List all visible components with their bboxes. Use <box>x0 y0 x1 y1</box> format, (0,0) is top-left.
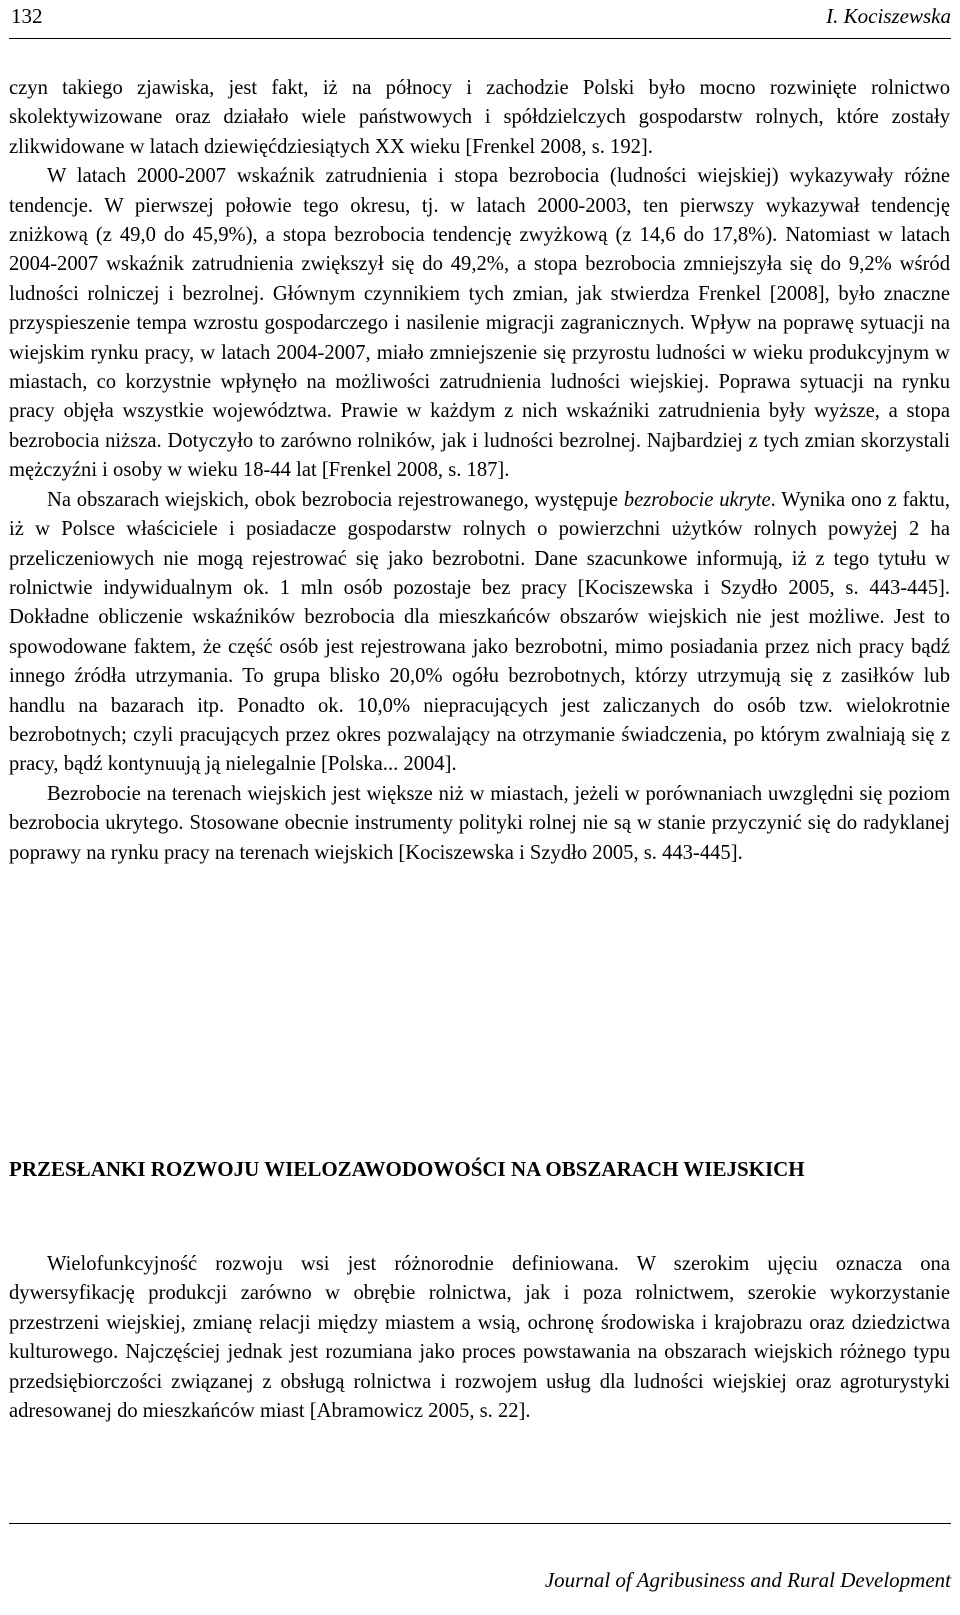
emphasized-term: bezrobocie ukryte <box>623 488 771 511</box>
page-number: 132 <box>11 4 43 28</box>
section-body <box>9 1250 950 1426</box>
section-heading: PRZESŁANKI ROZWOJU WIELOZAWODOWOŚCI NA OBSZARACH WIEJSKICH <box>9 1157 805 1181</box>
paragraph-multifunctionality: Wielofunkcyjność rozwoju wsi jest różnorodnie definiowana. W szerokim ujęciu oznacza ona dywersyfikację produkcji zarówno w obrębie rolnictwa, jak i poza rolnictwem, szerokie wykorzystanie przestrzeni wiejskiej, zmianę relacji między miastem a wsią, ochronę środowiska i krajobrazu oraz dziedzictwa kulturowego. Najczęściej jednak jest rozumiana jako proces powstawania na obszarach wiejskich różnego typu przedsiębiorczości związanej z obsługą rolnictwa i rozwojem usług dla ludności wiejskiej oraz agroturystyki adresowanej do mieszkańców miast [Abramowicz 2005, s. 22]. <box>9 1253 950 1423</box>
paragraph-continued: czyn takiego zjawiska, jest fakt, iż na północy i zachodzie Polski było mocno rozwinięte rolnictwo skolektywizowane oraz działało wiele państwowych i spółdzielczych gospodarstw rolnych, które zostały zlikwidowane w latach dziewięćdziesiątych XX wieku [Frenkel 2008, s. 192]. <box>9 77 950 158</box>
page-header <box>9 0 951 39</box>
body-text <box>9 74 950 868</box>
journal-name: Journal of Agribusiness and Rural Development <box>544 1568 951 1592</box>
paragraph-employment-trends: W latach 2000-2007 wskaźnik zatrudnienia i stopa bezrobocia (ludności wiejskiej) wykazywały różne tendencje. W pierwszej połowie tego okresu, tj. w latach 2000-2003, ten pierwszy wykazywał tendencję zniżkową (z 49,0 do 45,9%), a stopa bezrobocia tendencję zwyżkową (z 14,6 do 17,8%). Natomiast w latach 2004-2007 wskaźnik zatrudnienia zwiększył się do 49,2%, a stopa bezrobocia zmniejszyła się do 9,2% wśród ludności rolniczej i bezrolnej. Głównym czynnikiem tych zmian, jak stwierdza Frenkel [2008], było znaczne przyspieszenie tempa wzrostu gospodarczego i nasilenie migracji zagranicznych. Wpływ na poprawę sytuacji na wiejskim rynku pracy, w latach 2004-2007, miało zmniejszenie się przyrostu ludności w wieku produkcyjnym w miastach, co korzystnie wpłynęło na możliwości zatrudnienia ludności wiejskiej. Poprawa sytuacji na rynku pracy objęła wszystkie województwa. Prawie w każdym z nich wskaźniki zatrudnienia były wyższe, a stopa bezrobocia niższa. Dotyczyło to zarówno rolników, jak i ludności bezrolnej. Najbardziej z tych zmian skorzystali mężczyźni i osoby w wieku 18-44 lat [Frenkel 2008, s. 187]. <box>9 165 950 482</box>
paragraph-lead: Na obszarach wiejskich, obok bezrobocia rejestrowanego, występuje <box>47 488 624 511</box>
paragraph-hidden-unemployment <box>9 486 950 780</box>
running-head-author: I. Kociszewska <box>826 4 951 28</box>
paragraph-rural-unemployment: Bezrobocie na terenach wiejskich jest większe niż w miastach, jeżeli w porównaniach uwzględni się poziom bezrobocia ukrytego. Stosowane obecnie instrumenty polityki rolnej nie są w stanie przyczynić się do radyklanej poprawy na rynku pracy na terenach wiejskich [Kociszewska i Szydło 2005, s. 443-445]. <box>9 782 950 864</box>
paragraph-rest: . Wynika ono z faktu, iż w Polsce właściciele i posiadacze gospodarstw rolnych o powierzchni użytków rolnych powyżej 2 ha przeliczeniowych nie mogą rejestrować się jako bezrobotni. Dane szacunkowe informują, iż z tego tytułu w rolnictwie indywidualnym ok. 1 mln osób pozostaje bez pracy [Kociszewska i Szydło 2005, s. 443-445]. Dokładne obliczenie wskaźników bezrobocia dla mieszkańców obszarów wiejskich nie jest możliwe. Jest to spowodowane faktem, że część osób jest rejestrowana jako bezrobotni, mimo posiadania przez nich pracy bądź innego źródła utrzymania. To grupa blisko 20,0% ogółu bezrobotnych, którzy utrzymują się z zasiłków lub handlu na bazarach itp. Ponadto ok. 10,0% niepracujących jest zaliczanych do osób tzw. wielokrotnie bezrobotnych; czyli pracujących przez okres pozwalający na otrzymanie świadczenia, po którym zwalniają się z pracy, bądź kontynuują ją nielegalnie [Polska... 2004]. <box>9 488 950 776</box>
page-footer <box>9 1523 951 1615</box>
